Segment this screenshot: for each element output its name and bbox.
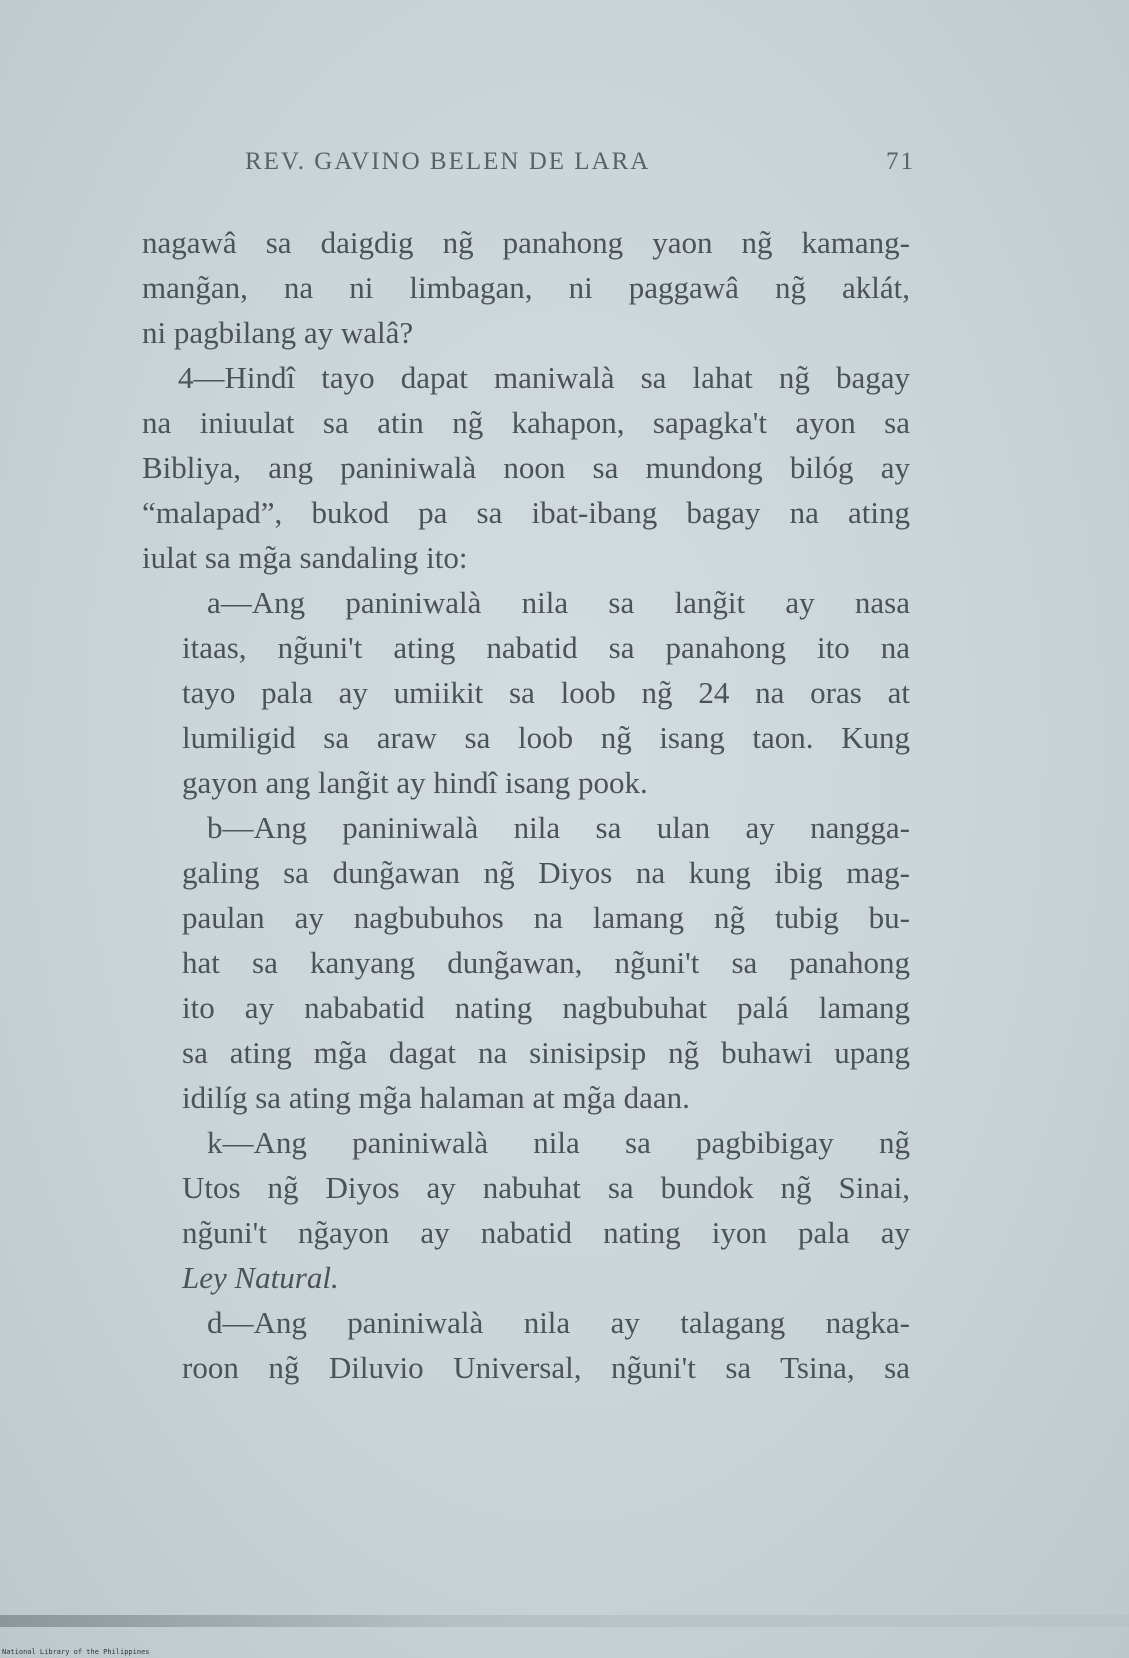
text-line: a—Ang paniniwalà nila sa lang̃it ay nasa: [207, 585, 910, 620]
text-line: iulat sa mg̃a sandaling ito:: [142, 540, 468, 575]
text-line: gayon ang lang̃it ay hindî isang pook.: [182, 765, 648, 800]
text-line: tayo pala ay umiikit sa loob ng̃ 24 na oras at: [182, 675, 910, 710]
text-line: ng̃uni't ng̃ayon ay nabatid nating iyon pala ay: [182, 1215, 910, 1250]
text-line: b—Ang paniniwalà nila sa ulan ay nangga-: [207, 810, 910, 845]
text-line: idilíg sa ating mg̃a halaman at mg̃a daan.: [182, 1080, 690, 1115]
text-line-italic: Ley Natural.: [182, 1260, 339, 1295]
text-line: galing sa dung̃awan ng̃ Diyos na kung ibig mag-: [182, 855, 910, 890]
text-line: “malapad”, bukod pa sa ibat-ibang bagay na ating: [142, 495, 910, 530]
paragraph-item-d: [142, 1300, 910, 1390]
paragraph-continuation: [142, 220, 910, 355]
page-header: [245, 148, 915, 188]
paragraph-item-4: [142, 355, 910, 580]
text-line: roon ng̃ Diluvio Universal, ng̃uni't sa Tsina, sa: [182, 1350, 910, 1385]
paragraph-item-k: [142, 1120, 910, 1300]
body-text: [142, 220, 910, 1390]
text-line: mang̃an, na ni limbagan, ni paggawâ ng̃ aklát,: [142, 270, 910, 305]
text-line: nagawâ sa daigdig ng̃ panahong yaon ng̃ kamang-: [142, 225, 910, 260]
text-line: lumiligid sa araw sa loob ng̃ isang taon. Kung: [182, 720, 910, 755]
text-line: Bibliya, ang paniniwalà noon sa mundong bilóg ay: [142, 450, 910, 485]
paragraph-item-a: [142, 580, 910, 805]
text-line: paulan ay nagbubuhos na lamang ng̃ tubig bu-: [182, 900, 910, 935]
text-line: ito ay nababatid nating nagbubuhat palá lamang: [182, 990, 910, 1025]
scan-credit: National Library of the Philippines: [2, 1648, 150, 1656]
text-line: d—Ang paniniwalà nila ay talagang nagka-: [207, 1305, 910, 1340]
page-number: 71: [886, 148, 915, 175]
running-title: REV. GAVINO BELEN DE LARA: [245, 148, 651, 175]
text-line: sa ating mg̃a dagat na sinisipsip ng̃ buhawi upang: [182, 1035, 910, 1070]
text-line: 4—Hindî tayo dapat maniwalà sa lahat ng̃ bagay: [178, 360, 910, 395]
text-line: ni pagbilang ay walâ?: [142, 315, 414, 350]
text-line: k—Ang paniniwalà nila sa pagbibigay ng̃: [207, 1125, 910, 1160]
text-line: Utos ng̃ Diyos ay nabuhat sa bundok ng̃ Sinai,: [182, 1170, 910, 1205]
paragraph-item-b: [142, 805, 910, 1120]
text-line: na iniuulat sa atin ng̃ kahapon, sapagka't ayon sa: [142, 405, 910, 440]
text-line: hat sa kanyang dung̃awan, ng̃uni't sa panahong: [182, 945, 910, 980]
page-edge-shadow: [0, 1615, 1129, 1627]
text-line: itaas, ng̃uni't ating nabatid sa panahong ito na: [182, 630, 910, 665]
